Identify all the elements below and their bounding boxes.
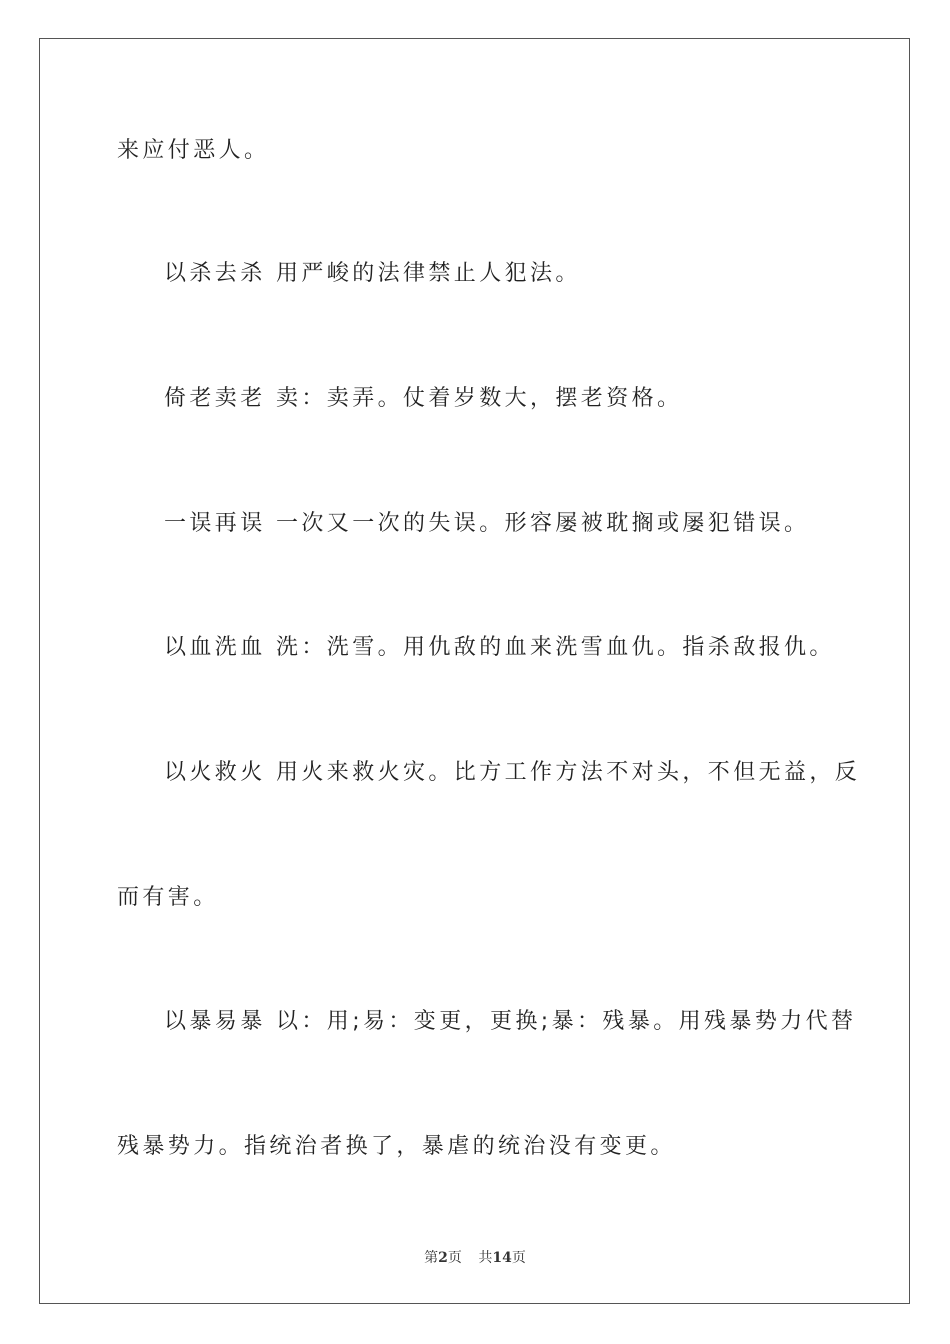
total-pages-indicator [478, 1250, 525, 1266]
page-prefix: 第 [424, 1250, 439, 1266]
page-number: 2 [438, 1250, 448, 1266]
text-line-6: 以火救火 用火来救火灾。比方工作方法不对头，不但无益，反 [164, 760, 861, 785]
total-suffix: 页 [511, 1250, 526, 1266]
page-border [39, 38, 910, 1304]
text-line-1: 来应付恶人。 [117, 138, 270, 163]
text-line-8: 以暴易暴 以：用;易：变更，更换;暴：残暴。用残暴势力代替 [164, 1009, 857, 1034]
text-line-3: 倚老卖老 卖：卖弄。仗着岁数大，摆老资格。 [164, 386, 683, 411]
total-prefix: 共 [478, 1250, 493, 1266]
text-line-9: 残暴势力。指统治者换了，暴虐的统治没有变更。 [117, 1134, 676, 1159]
total-pages: 14 [492, 1250, 512, 1266]
text-line-7: 而有害。 [117, 885, 219, 910]
text-line-4: 一误再误 一次又一次的失误。形容屡被耽搁或屡犯错误。 [164, 511, 810, 536]
text-line-2: 以杀去杀 用严峻的法律禁止人犯法。 [164, 261, 581, 286]
text-line-5: 以血洗血 洗：洗雪。用仇敌的血来洗雪血仇。指杀敌报仇。 [164, 635, 835, 660]
page-suffix: 页 [447, 1250, 462, 1266]
page-footer [0, 1247, 950, 1267]
page-indicator [424, 1250, 462, 1266]
